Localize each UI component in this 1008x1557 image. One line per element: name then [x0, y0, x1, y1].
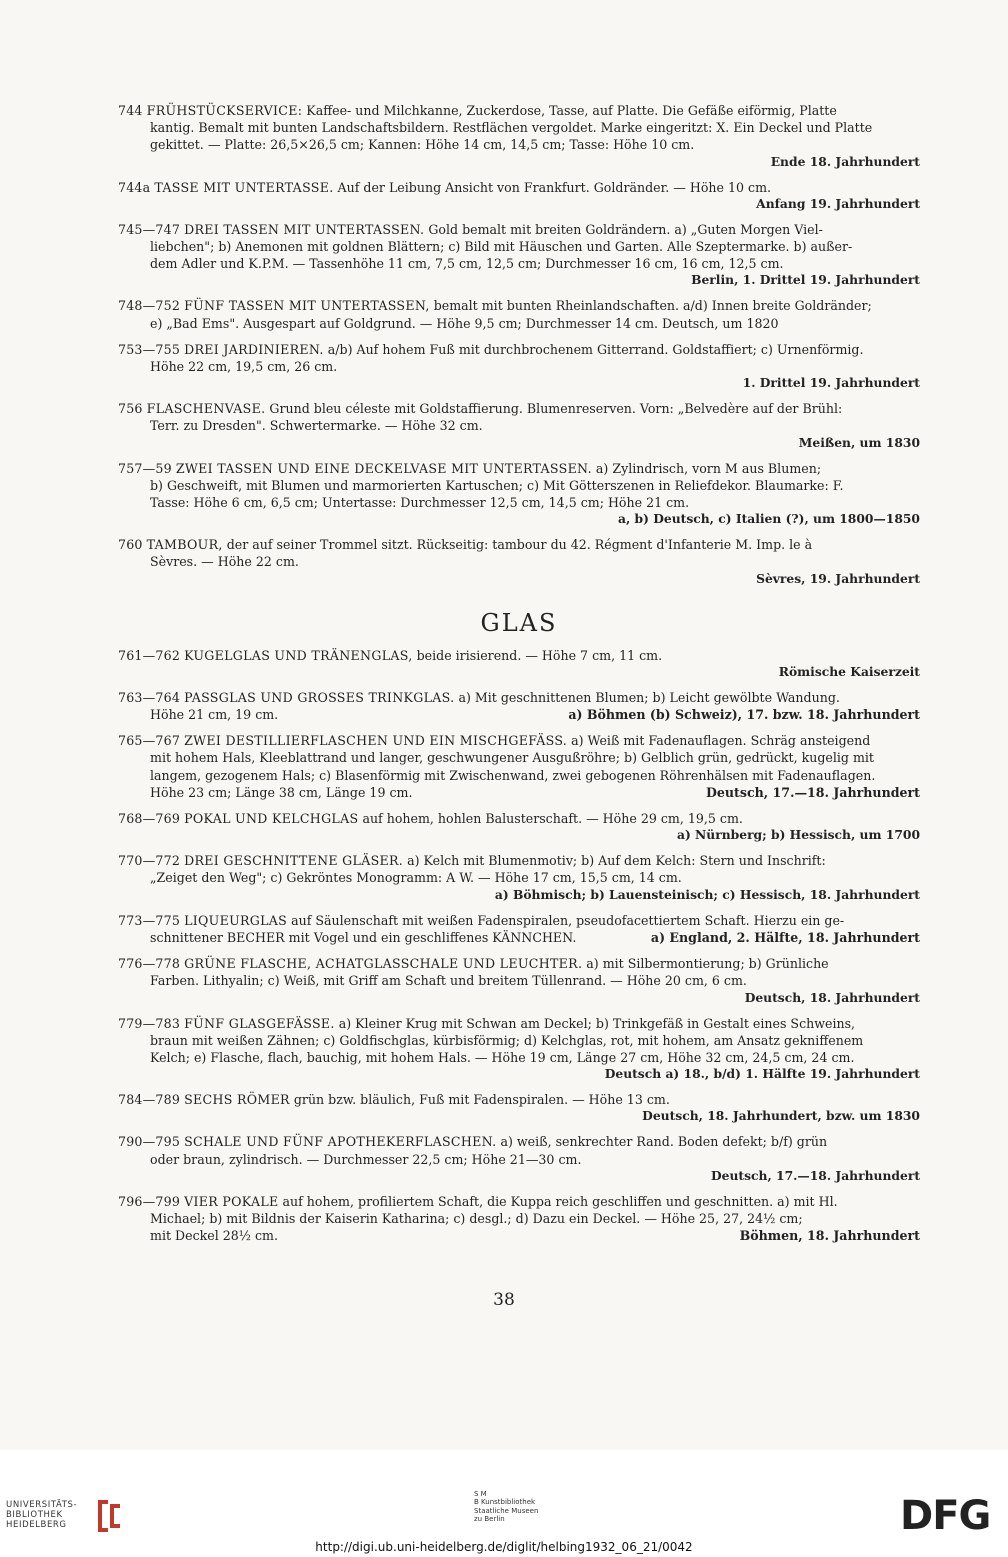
entry-title: TASSE MIT UNTERTASSE.: [154, 179, 334, 195]
entry-provenance: a) Böhmisch; b) Lauensteinisch; c) Hessisch, 18. Jahrhundert: [494, 886, 920, 902]
section-heading: GLAS: [480, 608, 558, 637]
entry-description: Auf der Leibung Ansicht von Frankfurt. Goldränder. — Höhe 10 cm.: [337, 179, 772, 195]
entry-description: der auf seiner Trommel sitzt. Rückseitig: tambour du 42. Régment d'Infanterie M. Imp. le à: [226, 537, 813, 553]
entry-continuation: „Zeiget den Weg"; c) Gekröntes Monogramm: A W. — Höhe 17 cm, 15,5 cm, 14 cm.: [150, 870, 682, 886]
page-number: 38: [493, 1290, 515, 1310]
entry-description: Grund bleu céleste mit Goldstaffierung. Blumenreserven. Vorn: „Belvedère auf der Brühl:: [269, 401, 843, 417]
entry-title: VIER POKALE: [184, 1193, 279, 1209]
entry-title: DREI TASSEN MIT UNTERTASSEN.: [184, 221, 425, 237]
entry-description: a) Kleiner Krug mit Schwan am Deckel; b) Trinkgefäß in Gestalt eines Schweins,: [338, 1015, 856, 1031]
entry-description: auf hohem, hohlen Balusterschaft. — Höhe 29 cm, 19,5 cm.: [362, 811, 743, 827]
entry-continuation: Farben. Lithyalin; c) Weiß, mit Griff am Schaft und breitem Tüllenrand. — Höhe 20 cm, 6 cm.: [150, 973, 747, 989]
entry-number: 796—799: [118, 1193, 181, 1209]
entry-measure: mit Deckel 28½ cm.: [150, 1228, 278, 1244]
entry-description: a) Mit geschnittenen Blumen; b) Leicht gewölbte Wandung.: [458, 689, 840, 705]
entry-first-line: [118, 912, 920, 929]
entry-provenance: Ende 18. Jahrhundert: [770, 153, 920, 169]
entry-title: FÜNF TASSEN MIT UNTERTASSEN,: [184, 298, 430, 314]
entry-title: SCHALE UND FÜNF APOTHEKERFLASCHEN.: [184, 1134, 497, 1150]
entry-first-line: [118, 341, 920, 358]
university-mark-icon: [90, 1494, 130, 1538]
entry-title: POKAL UND KELCHGLAS: [184, 811, 359, 827]
entry-first-line: [118, 297, 920, 314]
catalog-entries: [118, 102, 920, 1253]
museum-line: B Kunstbibliothek: [474, 1498, 536, 1507]
porcelain-entries: [118, 102, 920, 587]
entry-continuation: Michael; b) mit Bildnis der Kaiserin Katharina; c) desgl.; d) Dazu ein Deckel. — Höhe 25, 27, 24½ cm;: [150, 1210, 803, 1226]
entry-title: PASSGLAS UND GROSSES TRINKGLAS.: [184, 689, 455, 705]
entry-first-line: [118, 400, 920, 417]
entry-continuation: Tasse: Höhe 6 cm, 6,5 cm; Untertasse: Durchmesser 12,5 cm, 14,5 cm; Höhe 21 cm.: [150, 495, 690, 511]
entry-title: FLASCHENVASE.: [146, 401, 266, 417]
entry-number: 745—747: [118, 221, 181, 237]
university-line: UNIVERSITÄTS-: [6, 1500, 78, 1510]
entry-first-line: [118, 732, 920, 749]
entry-number: 761—762: [118, 647, 181, 663]
entry-number: 748—752: [118, 298, 181, 314]
entry-number: 760: [118, 537, 143, 553]
entry-description: grün bzw. bläulich, Fuß mit Fadenspiralen. — Höhe 13 cm.: [293, 1092, 670, 1108]
catalog-entry: [118, 1091, 920, 1124]
entry-first-line: [118, 460, 920, 477]
catalog-entry: [118, 102, 920, 170]
entry-continuation: braun mit weißen Zähnen; c) Goldfischglas, kürbisförmig; d) Kelchglas, rot, mit hohem, am Ansatz gekniffenem: [150, 1032, 864, 1048]
entry-number: 744a: [118, 179, 151, 195]
entry-title: DREI JARDINIEREN.: [184, 341, 324, 357]
entry-provenance: Meißen, um 1830: [798, 434, 920, 450]
catalog-entry: [118, 1133, 920, 1183]
catalog-entry: [118, 1015, 920, 1083]
entry-description: auf hohem, profiliertem Schaft, die Kuppa reich geschliffen und geschnitten. a) mit Hl.: [282, 1193, 838, 1209]
entry-description: Kaffee- und Milchkanne, Zuckerdose, Tasse, auf Platte. Die Gefäße eiförmig, Platte: [306, 103, 837, 118]
entry-provenance: Deutsch, 17.—18. Jahrhundert: [705, 784, 920, 800]
catalog-entry: [118, 297, 920, 331]
entry-number: 770—772: [118, 853, 181, 869]
entry-continuation: langem, gezogenem Hals; c) Blasenförmig mit Zwischenwand, zwei gebogenen Röhrenhälsen mit Fadenauflagen.: [150, 767, 876, 783]
entry-number: 790—795: [118, 1134, 181, 1150]
entry-first-line: [118, 221, 920, 238]
entry-provenance: Deutsch, 17.—18. Jahrhundert: [711, 1167, 920, 1183]
entry-continuation: liebchen"; b) Anemonen mit goldnen Blättern; c) Bild mit Häuschen und Garten. Alle Szeptermarke. b) außer-: [150, 239, 853, 255]
catalog-entry: [118, 810, 920, 843]
entry-first-line: [118, 179, 920, 196]
catalog-entry: [118, 647, 920, 680]
entry-provenance: Deutsch, 18. Jahrhundert: [744, 989, 920, 1005]
entry-number: 756: [118, 401, 143, 417]
entry-description: a) mit Silbermontierung; b) Grünliche: [586, 956, 829, 972]
entry-provenance: a, b) Deutsch, c) Italien (?), um 1800—1850: [617, 511, 920, 527]
entry-description: a) Weiß mit Fadenauflagen. Schräg ansteigend: [571, 733, 871, 749]
catalog-entry: [118, 536, 920, 586]
museum-line: zu Berlin: [474, 1515, 505, 1524]
entry-description: auf Säulenschaft mit weißen Fadenspiralen, pseudofacettiertem Schaft. Hierzu ein ge-: [291, 912, 845, 928]
entry-first-line: [118, 536, 920, 553]
catalog-entry: [118, 460, 920, 528]
entry-continuation: Höhe 22 cm, 19,5 cm, 26 cm.: [150, 359, 338, 375]
entry-provenance: Deutsch, 18. Jahrhundert, bzw. um 1830: [642, 1108, 920, 1124]
dfg-logo: DFG: [900, 1493, 991, 1539]
entry-provenance: Deutsch a) 18., b/d) 1. Hälfte 19. Jahrhundert: [604, 1066, 920, 1082]
entry-number: 768—769: [118, 811, 181, 827]
entry-provenance: a) Nürnberg; b) Hessisch, um 1700: [676, 827, 920, 843]
entry-continuation: Kelch; e) Flasche, flach, bauchig, mit hohem Hals. — Höhe 19 cm, Länge 27 cm, Höhe 32 cm, 24,5 cm, 24 cm.: [150, 1049, 855, 1065]
catalog-entry: [118, 852, 920, 902]
catalog-entry: [118, 341, 920, 391]
entry-measure: Höhe 23 cm; Länge 38 cm, Länge 19 cm.: [150, 784, 413, 800]
catalog-entry: [118, 1193, 920, 1245]
entry-number: 765—767: [118, 733, 181, 749]
entry-number: 784—789: [118, 1092, 181, 1108]
entry-title: ZWEI DESTILLIERFLASCHEN UND EIN MISCHGEFÄSS.: [184, 733, 568, 749]
entry-measure: schnittener BECHER mit Vogel und ein geschliffenes KÄNNCHEN.: [150, 929, 577, 945]
museum-logo: [474, 1490, 564, 1524]
catalog-entry: [118, 179, 920, 212]
entry-measure: Höhe 21 cm, 19 cm.: [150, 707, 279, 723]
entry-continuation: dem Adler und K.P.M. — Tassenhöhe 11 cm, 7,5 cm, 12,5 cm; Durchmesser 16 cm, 16 cm, 12,5 cm.: [150, 256, 784, 272]
entry-first-line: [118, 1193, 920, 1210]
catalog-entry: [118, 400, 920, 450]
entry-provenance: a) England, 2. Hälfte, 18. Jahrhundert: [650, 929, 920, 945]
entry-continuation: oder braun, zylindrisch. — Durchmesser 22,5 cm; Höhe 21—30 cm.: [150, 1151, 582, 1167]
entry-continuation: b) Geschweift, mit Blumen und marmorierten Kartuschen; c) Mit Götterszenen in Reliefdekor. Blaumarke: F.: [150, 477, 844, 493]
entry-continuation: mit hohem Hals, Kleeblattrand und langer, geschwungener Ausgußröhre; b) Gelblich grün, gedrückt, kugelig mit: [150, 750, 874, 766]
footer: [0, 1478, 1008, 1557]
entry-title: ZWEI TASSEN UND EINE DECKELVASE MIT UNTERTASSEN.: [175, 460, 592, 476]
entry-title: GRÜNE FLASCHE, ACHATGLASSCHALE UND LEUCHTER.: [184, 956, 583, 972]
entry-description: a) Kelch mit Blumenmotiv; b) Auf dem Kelch: Stern und Inschrift:: [407, 853, 826, 869]
entry-provenance: Römische Kaiserzeit: [778, 663, 920, 679]
entry-number: 779—783: [118, 1015, 181, 1031]
university-line: BIBLIOTHEK: [6, 1510, 63, 1520]
entry-title: FRÜHSTÜCKSERVICE:: [146, 103, 303, 118]
entry-first-line: [118, 1133, 920, 1150]
entry-number: 776—778: [118, 956, 181, 972]
catalog-entry: [118, 955, 920, 1005]
entry-number: 763—764: [118, 689, 181, 705]
entry-provenance-row: [118, 706, 920, 723]
catalog-entry: [118, 912, 920, 946]
entry-first-line: [118, 102, 920, 119]
entry-description: a/b) Auf hohem Fuß mit durchbrochenem Gitterrand. Goldstaffiert; c) Urnenförmig.: [327, 341, 864, 357]
university-library-logo: [6, 1500, 96, 1530]
entry-description: a) Zylindrisch, vorn M aus Blumen;: [595, 460, 822, 476]
entry-first-line: [118, 647, 920, 664]
entry-continuation: e) „Bad Ems". Ausgespart auf Goldgrund. — Höhe 9,5 cm; Durchmesser 14 cm. Deutsch, um 1820: [150, 315, 779, 331]
entry-first-line: [118, 1015, 920, 1032]
entry-number: 757—59: [118, 460, 172, 476]
catalog-entry: [118, 689, 920, 723]
entry-provenance-row: [118, 929, 920, 946]
entry-continuation: kantig. Bemalt mit bunten Landschaftsbildern. Restflächen vergoldet. Marke eingeritzt: X. Ein Deckel und Platte: [150, 120, 873, 136]
catalog-entry: [118, 732, 920, 801]
entry-title: SECHS RÖMER: [184, 1092, 290, 1108]
entry-provenance: Sèvres, 19. Jahrhundert: [756, 570, 920, 586]
entry-description: Gold bemalt mit breiten Goldrändern. a) „Guten Morgen Viel-: [428, 221, 823, 237]
entry-number: 753—755: [118, 341, 181, 357]
entry-description: a) weiß, senkrechter Rand. Boden defekt; b/f) grün: [500, 1134, 828, 1150]
entry-title: TAMBOUR,: [146, 537, 223, 553]
entry-provenance: a) Böhmen (b) Schweiz), 17. bzw. 18. Jahrhundert: [568, 707, 920, 723]
entry-provenance: Berlin, 1. Drittel 19. Jahrhundert: [691, 272, 920, 288]
university-line: HEIDELBERG: [6, 1520, 67, 1530]
entry-first-line: [118, 689, 920, 706]
glass-entries: [118, 647, 920, 1245]
entry-continuation: gekittet. — Platte: 26,5×26,5 cm; Kannen: Höhe 14 cm, 14,5 cm; Tasse: Höhe 10 cm.: [150, 137, 695, 153]
entry-continuation: Terr. zu Dresden". Schwertermarke. — Höhe 32 cm.: [150, 418, 483, 434]
entry-title: DREI GESCHNITTENE GLÄSER.: [184, 853, 404, 869]
entry-continuation: Sèvres. — Höhe 22 cm.: [150, 554, 299, 570]
museum-line: S M: [474, 1490, 487, 1498]
entry-provenance-row: [118, 1227, 920, 1244]
museum-line: Staatliche Museen: [474, 1506, 539, 1515]
entry-number: 744: [118, 103, 143, 118]
entry-description: beide irisierend. — Höhe 7 cm, 11 cm.: [416, 647, 663, 663]
source-url[interactable]: http://digi.ub.uni-heidelberg.de/diglit/helbing1932_06_21/0042: [315, 1540, 693, 1554]
entry-first-line: [118, 1091, 920, 1108]
entry-first-line: [118, 955, 920, 972]
entry-first-line: [118, 852, 920, 869]
catalog-entry: [118, 221, 920, 289]
entry-number: 773—775: [118, 912, 181, 928]
entry-first-line: [118, 810, 920, 827]
entry-provenance: Böhmen, 18. Jahrhundert: [739, 1228, 920, 1244]
entry-title: FÜNF GLASGEFÄSSE.: [184, 1015, 335, 1031]
entry-title: LIQUEURGLAS: [184, 912, 288, 928]
entry-provenance: Anfang 19. Jahrhundert: [756, 195, 920, 211]
entry-title: KUGELGLAS UND TRÄNENGLAS,: [184, 647, 413, 663]
entry-provenance-row: [118, 784, 920, 801]
entry-provenance: 1. Drittel 19. Jahrhundert: [742, 375, 920, 391]
entry-description: bemalt mit bunten Rheinlandschaften. a/d) Innen breite Goldränder;: [433, 298, 872, 314]
